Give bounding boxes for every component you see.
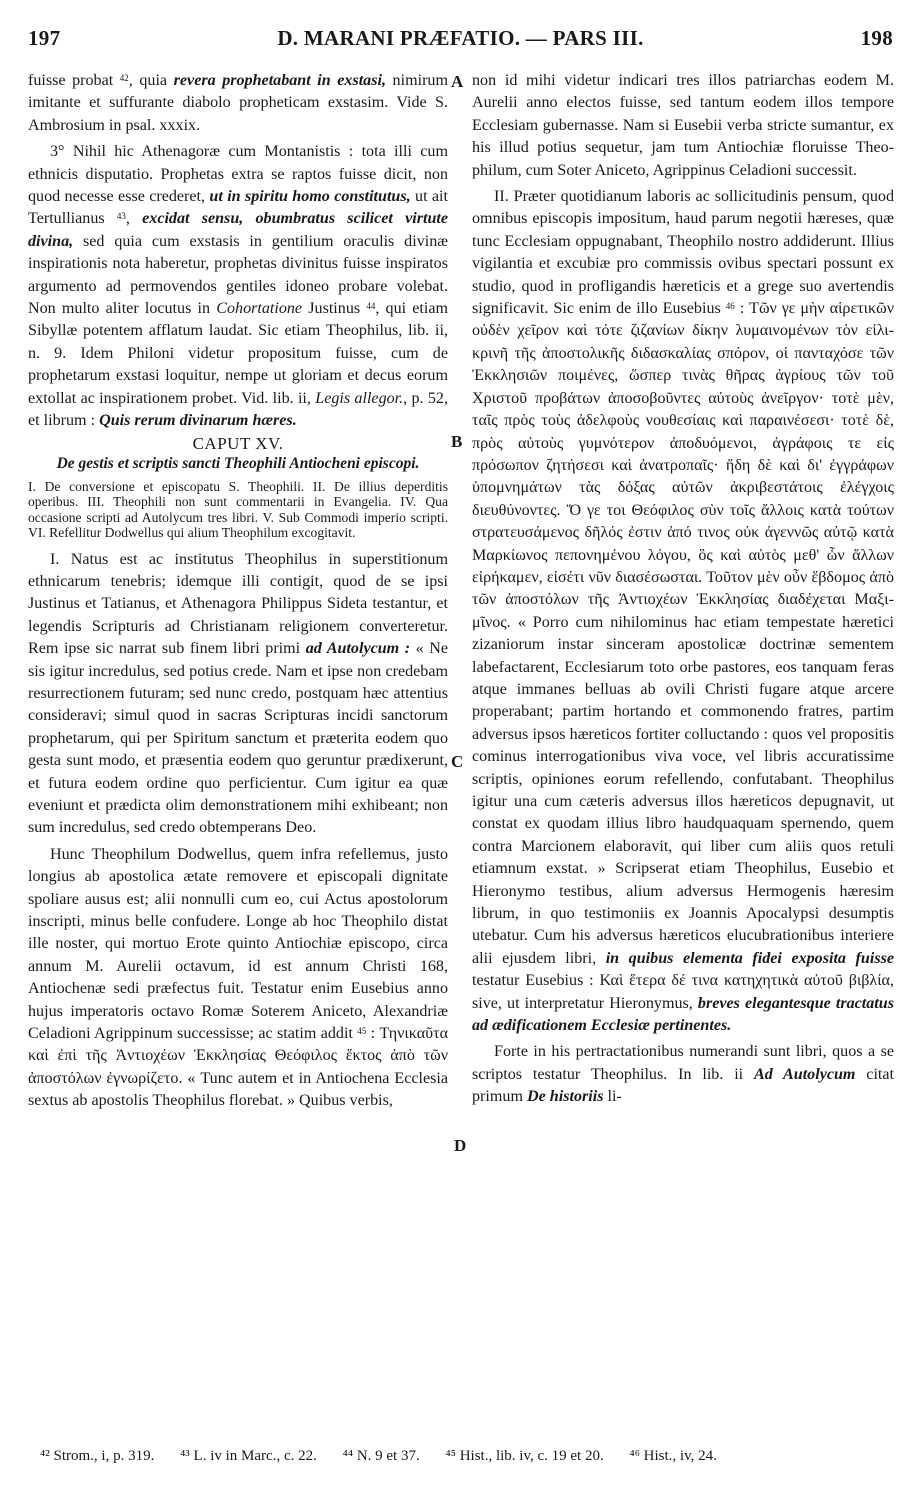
right-column [472, 70, 894, 1109]
paragraph: 3° Nihil hic Athenagoræ cum Montanistis : tota illi cum ethnicis disputatio. Prophetas extra se raptos fuisse dicit, non quod necesse esse crederet, ut in spiritu homo constitutus, ut ait Tertullianus $^{43}$, excidat sensu, obumbratus scilicet virtute divina, sed quia cum exstasis in gentilium oraculis divinæ inspirationis nota haberetur, prophetas divinitus fuisse inspiratos argumento ad permovendos gentiles idoneo probare volebat. Non multo aliter locutus in Cohortatione Justinus $^{44}$, qui etiam Sibyllæ potentem afflatum laudat. Sic etiam Theophilus, lib. ii, n. 9. Idem Philoni videtur propositum fuisse, cum de prophetarum exstasi loquitur, nempe ut gloriam et decus eorum extollat ac inspirationem probet. Vid. lib. ii, Legis allegor., p. 52, et librum : Quis rerum divinarum hæres. [28, 143, 449, 430]
footnotes [40, 1448, 893, 1465]
paragraph: I. Natus est ac institutus Theophilus in superstitionum ethnicarum tenebris; idemque illi contigit, quod de se ipsi Justinus et Tatianus, et Athenagora Philippus Sideta testantur, et legendis Scripturis ad Christianam religionem converteretur. Rem ipse sic narrat sub finem libri primi ad Autolycum : « Ne sis igitur incredulus, sed potius crede. Nam et ipse non credebam resurrectionem futuram; sed nunc credo, postquam hæc attentius consideravi; simul quod in sacras Scripturas incidi sanctorum prophetarum, qui per Spiritum sanctum et præterita eodem quo gesta sunt modo, et præsentia eodem quo geruntur prædixerunt, et futura eodem ordine quo perficientur. Cum igitur ea quæ eveniunt et prædicta olim demonstrationem mihi exhibeant; non sum incredulus, sed credo obtemperans Deo. [28, 550, 449, 837]
page-number-right: 198 [860, 26, 893, 50]
margin-letter-d: D [454, 1136, 467, 1155]
page-number-left: 197 [28, 26, 61, 50]
footnote: ⁴³ L. iv in Marc., c. 22. [180, 1448, 317, 1464]
chapter-subtitle: De gestis et scriptis sancti Theophili Antiocheni episcopi. [56, 454, 420, 472]
paragraph: II. Præter quotidianum laboris ac sollicitudinis pensum, quod omnibus episcopis impositum, haud parum negotii hæreses, quæ tunc Ecclesiam oppugnabant, Theophilo nostro addiderunt. Illius vigilantia et excubiæ pro commissis ovibus spectari possunt ex studio, quod in profligandis hæreticis et a grege suo avertendis significavit. Sic enim de illo Eusebius $^{46}$ : Τῶν γε μὴν αἱρετικῶν οὐδὲν χεῖρον καὶ τότε ζιζανίων δίκην λυμαινομένων τὸν εἰλικρινῆ τῆς ἀποστολικῆς διδασκαλίας σπόρον, οἱ πανταχόσε τῶν Ἐκκλησιῶν ποιμένες, ὥσπερ τινὰς θῆρας ἀγρίους τῶν τοῦ Χριστοῦ προβάτων ἀποσοβοῦντες αὐτοὺς ἀνεῖργον· τοτὲ μὲν, ταῖς πρὸς τοὺς ἀδελφοὺς νουθεσίαις καὶ παραινέσεσι· τοτὲ δὲ, πρὸς αὐτοὺς γυμνότερον ἀποδυόμενοι, ἀγράφοις τε εἰς πρόσωπον ζητήσεσι καὶ ἀνατροπαῖς· ἤδη δὲ καὶ δι' ἐγγράφων ὑπομνημάτων τὰς δόξας αὐτῶν ἀκριβεστάτοις ἐλέγχοις διευθύνοντες. Ὅ γε τοι Θεόφιλος σὺν τοῖς ἄλλοις κατὰ τούτων στρατευσάμενος δῆλός ἐστιν ἀπό τινος οὐκ ἀγεννῶς αὐτῷ κατὰ Μαρκίωνος πεπονημένου λόγου, ὃς καὶ αὐτὸς μεθ' ὧν ἄλλων εἰρήκαμεν, εἰσέτι νῦν διασέσωσται. Τοῦτον μὲν οὖν ἕβδομος ἀπὸ τῶν ἀποστόλων τῆς Ἀντιοχέων Ἐκκλησίας διαδέχεται Μαξιμῖνος. « Porro cum nihilominus hac etiam tempestate hæretici zizaniorum instar sinceram apostolicæ doctrinæ sementem labefactarent, Ecclesiarum toto orbe pastores, eos tanquam feras atque immanes belluas ab ovili Christi fugare atque arcere properabant; partim hortando et commonendo fratres, partim adversus ipsos hæreticos fortiter colluctando : quos vel propositis cominus interrogationibus viva voce, vel libris accuratissime scriptis, opiniones eorum refellendo, confutabant. Theophilus igitur una cum cæteris adversus illos hæreticos depugnavit, ut constat ex quodam illius libro haudquaquam spernendo, quem contra Marcionem elaboravit, qui liber cum aliis quos retuli etiamnum exstat. » Scripserat etiam Theophilus, Eusebio et Hieronymo testibus, alium adversus Hermogenis hæresim librum, in quo testimoniis ex Joannis Apocalypsi desumptis utebatur. Cum his adversus hæreticos elucubrationibus interiere alii ejusdem libri, in quibus elementa fidei exposita fuisse testatur Eusebius : Καὶ ἕτερα δέ τινα κατηχητικὰ αὐτοῦ βιβλία, sive, ut interpretatur Hieronymus, breves elegantesque tractatus ad ædificationem Ecclesiæ pertinentes. [472, 188, 894, 1035]
running-title: D. MARANI PRÆFATIO. — PARS III. [277, 26, 644, 50]
margin-letter-c: C [451, 752, 464, 771]
footnote: ⁴⁵ Hist., lib. iv, c. 19 et 20. [445, 1448, 604, 1464]
left-column [28, 70, 448, 1113]
paragraph: Forte in his pertractationibus numerandi sunt libri, quos a se scriptos testatur Theophilus. In lib. ii Ad Autolycum citat primum De historiis li- [472, 1043, 895, 1106]
footnote: ⁴² Strom., i, p. 319. [40, 1448, 155, 1464]
chapter-heading: CAPUT XV. [192, 433, 284, 453]
footnote: ⁴⁶ Hist., iv, 24. [629, 1448, 717, 1464]
page-header [28, 16, 893, 56]
margin-letter-b: B [451, 432, 463, 451]
paragraph: Hunc Theophilum Dodwellus, quem infra refellemus, justo longius ab apostolica ætate removere et episcopali dignitate spoliare ausus est; alii nonnulli cum eo, cui Actus apostolorum inscripti, minus belle confudere. Longe ab hoc Theophilo distat ille noster, qui mortuo Erote quinto Antiochiæ episcopo, circa annum M. Aurelii octavum, id est annum Christi 168, Antiochenæ sedi præfectus fuit. Testatur enim Eusebius anno hujus imperatoris octavo Romæ Soterem Aniceto, Alexandriæ Celadioni Agrippinum successisse; ac statim addit $^{45}$ : Τηνικαῦτα καὶ ἐπὶ τῆς Ἀντιοχέων Ἐκκλησίας Θεόφιλος ἕκτος ἀπὸ τῶν ἀποστόλων ἐγνωρίζετο. « Tunc autem et in Antiochena Ecclesia sextus ab apostolis Theophilus florebat. » Quibus verbis, [28, 845, 448, 1110]
paragraph: fuisse probat $^{42}$, quia revera prophetabant in exstasi, nimirum imitante et suffurante diabolo propheticam exstasim. Vide S. Ambrosium in psal. xxxix. [28, 72, 448, 134]
paragraph: non id mihi videtur indicari tres illos patriarchas eodem M. Aurelii anno electos fuisse, sed tantum eodem illos tempore Ecclesiam gubernasse. Nam si Eusebii verba stricte sumantur, ex his illud potius sequetur, jam tum Antiochiæ floruisse Theophilum, cum Soter Aniceto, Agrippinus Celadioni successit. [472, 72, 894, 179]
footnote: ⁴⁴ N. 9 et 37. [342, 1448, 420, 1464]
margin-letter-a: A [451, 72, 464, 91]
chapter-summary: I. De conversione et episcopatu S. Theophili. II. De illius deperditis operibus. III. Theophili non sunt commentarii in Evangelia. IV. Qua occasione scripti ad Autolycum tres libri. V. Sub Commodi imperio scripti. VI. Refellitur Dodwellus qui alium Theophilum excogitavit. [28, 478, 448, 541]
